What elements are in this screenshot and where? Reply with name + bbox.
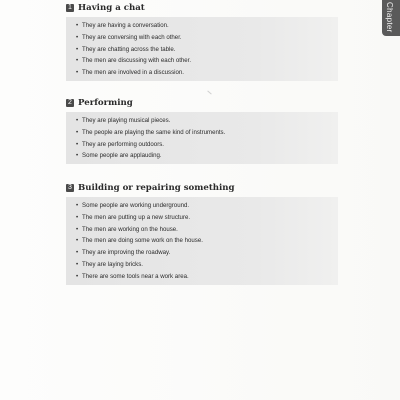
bullet-glyph: • [76, 128, 79, 136]
bullet-glyph: • [76, 202, 79, 209]
list-item-text: They are chatting across the table. [82, 45, 176, 53]
bullet-glyph: • [76, 225, 79, 233]
bullet-glyph: • [76, 117, 79, 124]
list-item [76, 212, 338, 224]
bullet-glyph: • [76, 272, 79, 280]
list-item-text: The people are playing the same kind of instruments. [82, 128, 226, 136]
phrase-list-box [66, 112, 338, 164]
list-item-text: They are laying bricks. [82, 260, 143, 268]
section-title: Having a chat [78, 3, 145, 13]
list-item-text: The men are doing some work on the house. [82, 237, 203, 245]
list-item [76, 235, 338, 247]
list-item-text: Some people are working underground. [82, 202, 190, 209]
section-number-badge: 3 [66, 184, 74, 192]
list-item [76, 200, 338, 212]
chapter-tab-label: Chapter [385, 2, 394, 33]
section-heading [66, 2, 338, 14]
phrase-list-box [66, 17, 338, 81]
bullet-glyph: • [76, 213, 79, 221]
section-performing [66, 97, 338, 164]
list-item [76, 224, 338, 236]
list-item [76, 44, 338, 56]
list-item-text: The men are working on the house. [82, 225, 178, 233]
stray-mark [207, 91, 211, 95]
list-item [76, 150, 338, 162]
list-item-text: There are some tools near a work area. [82, 272, 189, 280]
list-item-text: They are performing outdoors. [82, 140, 164, 148]
section-having-a-chat [66, 2, 338, 81]
list-item [76, 20, 338, 32]
list-item [76, 139, 338, 151]
bullet-glyph: • [76, 69, 79, 77]
section-number-badge: 2 [66, 99, 74, 107]
bullet-glyph: • [76, 22, 79, 29]
phrase-list-box [66, 197, 338, 285]
list-item [76, 259, 338, 271]
section-building-or-repairing [66, 182, 338, 285]
chapter-tab [382, 0, 400, 36]
bullet-glyph: • [76, 152, 79, 160]
list-item [76, 271, 338, 283]
list-item [76, 67, 338, 79]
list-item-text: They are playing musical pieces. [82, 117, 171, 124]
section-title: Performing [78, 98, 133, 108]
list-item [76, 32, 338, 44]
list-item [76, 115, 338, 127]
bullet-glyph: • [76, 45, 79, 53]
list-item [76, 127, 338, 139]
list-item-text: Some people are applauding. [82, 152, 162, 160]
bullet-glyph: • [76, 57, 79, 65]
list-item-text: The men are putting up a new structure. [82, 213, 191, 221]
section-heading [66, 97, 338, 109]
list-item-text: They are improving the roadway. [82, 249, 171, 257]
section-heading [66, 182, 338, 194]
bullet-glyph: • [76, 237, 79, 245]
list-item-text: The men are involved in a discussion. [82, 69, 184, 77]
bullet-glyph: • [76, 260, 79, 268]
list-item [76, 247, 338, 259]
section-title: Building or repairing something [78, 183, 235, 193]
bullet-glyph: • [76, 33, 79, 41]
section-number-badge: 1 [66, 4, 74, 12]
list-item-text: They are having a conversation. [82, 22, 169, 29]
list-item-text: The men are discussing with each other. [82, 57, 192, 65]
list-item [76, 55, 338, 67]
bullet-glyph: • [76, 140, 79, 148]
list-item-text: They are conversing with each other. [82, 33, 182, 41]
bullet-glyph: • [76, 249, 79, 257]
